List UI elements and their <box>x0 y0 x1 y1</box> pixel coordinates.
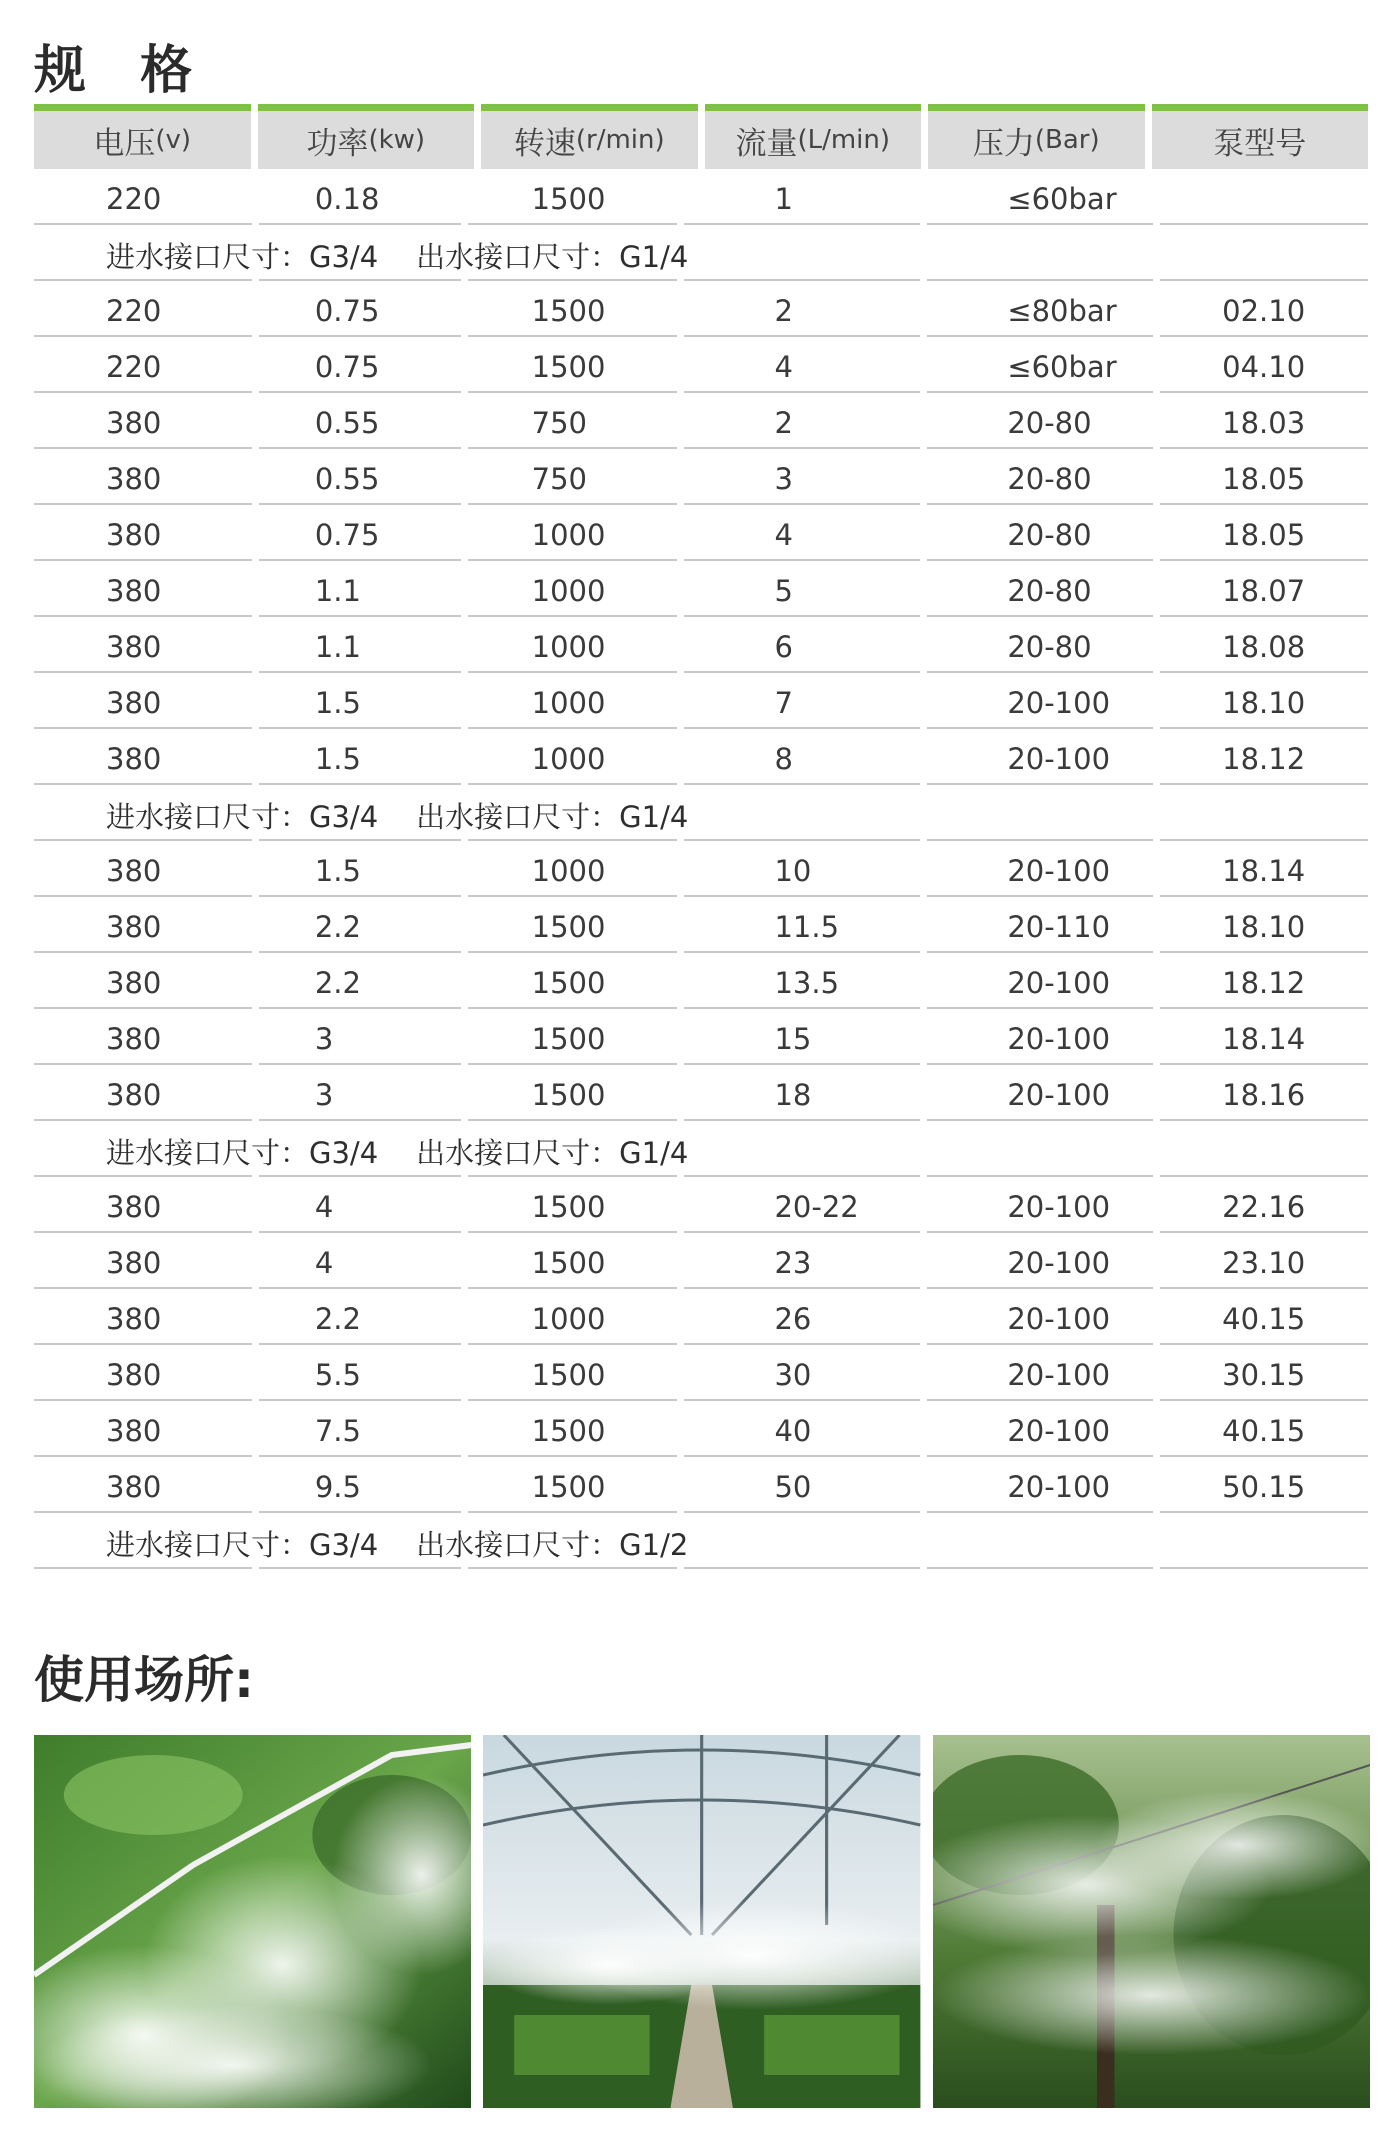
table-cell: 20-80 <box>927 393 1153 449</box>
table-cell: 23 <box>684 1233 920 1289</box>
spec-title: 规 格 <box>34 41 211 101</box>
table-cell: 50.15 <box>1160 1457 1368 1513</box>
table-cell: 1.5 <box>259 729 461 785</box>
outlet-size: 出水接口尺寸：G1/4 <box>416 800 689 834</box>
table-cell: 20-100 <box>927 1289 1153 1345</box>
table-cell: 2.2 <box>259 953 461 1009</box>
table-cell: 40 <box>684 1401 920 1457</box>
table-cell: 7 <box>684 673 920 729</box>
header-voltage: 电压 (v) <box>34 104 251 169</box>
table-cell: 18 <box>684 1065 920 1121</box>
table-row <box>34 1401 1368 1457</box>
table-cell <box>34 785 252 841</box>
table-row <box>34 841 1368 897</box>
table-cell: 0.55 <box>259 449 461 505</box>
table-cell: 20-100 <box>927 1065 1153 1121</box>
table-cell <box>927 785 1153 841</box>
table-cell: 1.1 <box>259 561 461 617</box>
table-cell: 750 <box>468 393 678 449</box>
usage-photos <box>34 1735 1370 2108</box>
table-cell: 23.10 <box>1160 1233 1368 1289</box>
table-cell: 4 <box>684 505 920 561</box>
table-cell <box>468 225 678 281</box>
table-cell: 1500 <box>468 281 678 337</box>
table-cell <box>259 225 461 281</box>
table-row <box>34 169 1368 225</box>
table-cell <box>259 1513 461 1569</box>
table-row <box>34 1177 1368 1233</box>
table-cell: 1000 <box>468 505 678 561</box>
table-cell: 380 <box>34 1345 252 1401</box>
table-row <box>34 1065 1368 1121</box>
table-row <box>34 337 1368 393</box>
table-cell: 1500 <box>468 1233 678 1289</box>
table-cell <box>259 785 461 841</box>
table-cell: 3 <box>684 449 920 505</box>
table-cell: ≤80bar <box>927 281 1153 337</box>
table-cell: 380 <box>34 897 252 953</box>
table-cell: 1.5 <box>259 841 461 897</box>
table-cell: 1000 <box>468 729 678 785</box>
greenhouse-photo <box>483 1735 920 2108</box>
table-cell: 1000 <box>468 841 678 897</box>
table-row <box>34 1345 1368 1401</box>
table-row <box>34 953 1368 1009</box>
table-cell: 13.5 <box>684 953 920 1009</box>
table-cell <box>259 1121 461 1177</box>
table-cell: 30.15 <box>1160 1345 1368 1401</box>
table-cell: 04.10 <box>1160 337 1368 393</box>
table-cell: 1500 <box>468 1345 678 1401</box>
table-cell: 20-100 <box>927 1345 1153 1401</box>
table-row <box>34 617 1368 673</box>
table-cell: 10 <box>684 841 920 897</box>
table-cell: 380 <box>34 1457 252 1513</box>
table-cell: 380 <box>34 1065 252 1121</box>
table-cell: 380 <box>34 505 252 561</box>
table-cell <box>1160 225 1368 281</box>
table-cell: 1500 <box>468 897 678 953</box>
table-cell: 380 <box>34 1401 252 1457</box>
inlet-size: 进水接口尺寸：G3/4 <box>106 1136 379 1170</box>
table-cell: 4 <box>259 1177 461 1233</box>
table-cell: 18.12 <box>1160 953 1368 1009</box>
table-cell: 2.2 <box>259 1289 461 1345</box>
table-cell: 18.10 <box>1160 673 1368 729</box>
table-cell: ≤60bar <box>927 169 1153 225</box>
table-cell: 2.2 <box>259 897 461 953</box>
table-cell: 380 <box>34 393 252 449</box>
table-cell: 20-80 <box>927 617 1153 673</box>
table-row <box>34 505 1368 561</box>
table-cell: 20-100 <box>927 1177 1153 1233</box>
table-cell: 2 <box>684 393 920 449</box>
table-cell: 20-80 <box>927 561 1153 617</box>
table-cell: 18.14 <box>1160 1009 1368 1065</box>
table-cell: 0.18 <box>259 169 461 225</box>
table-cell <box>468 1513 678 1569</box>
interface-note-row <box>34 225 1368 281</box>
outlet-size: 出水接口尺寸：G1/2 <box>416 1528 689 1562</box>
table-cell: 750 <box>468 449 678 505</box>
table-cell: 22.16 <box>1160 1177 1368 1233</box>
table-cell: 4 <box>259 1233 461 1289</box>
header-pressure: 压力 (Bar) <box>928 104 1145 169</box>
table-cell: 0.75 <box>259 281 461 337</box>
table-row <box>34 561 1368 617</box>
table-cell <box>468 1121 678 1177</box>
table-cell: 18.10 <box>1160 897 1368 953</box>
table-cell <box>468 785 678 841</box>
table-row <box>34 1457 1368 1513</box>
table-cell: 3 <box>259 1065 461 1121</box>
table-cell: 18.08 <box>1160 617 1368 673</box>
table-row <box>34 897 1368 953</box>
table-cell: 1 <box>684 169 920 225</box>
table-cell <box>927 225 1153 281</box>
table-cell <box>1160 169 1368 225</box>
table-cell: 0.75 <box>259 337 461 393</box>
table-cell: 20-80 <box>927 505 1153 561</box>
table-cell: 6 <box>684 617 920 673</box>
table-cell: 220 <box>34 169 252 225</box>
table-cell <box>684 1513 920 1569</box>
table-cell: 380 <box>34 729 252 785</box>
table-cell: 18.05 <box>1160 449 1368 505</box>
table-cell: 220 <box>34 281 252 337</box>
table-cell: 30 <box>684 1345 920 1401</box>
table-cell: 18.07 <box>1160 561 1368 617</box>
table-cell: 2 <box>684 281 920 337</box>
table-cell: 26 <box>684 1289 920 1345</box>
table-row <box>34 393 1368 449</box>
table-cell: 18.12 <box>1160 729 1368 785</box>
table-cell: 380 <box>34 449 252 505</box>
table-cell: 1500 <box>468 1401 678 1457</box>
table-cell: 1000 <box>468 673 678 729</box>
table-cell <box>1160 1121 1368 1177</box>
outlet-size: 出水接口尺寸：G1/4 <box>416 240 689 274</box>
table-cell <box>1160 785 1368 841</box>
table-cell: 18.16 <box>1160 1065 1368 1121</box>
table-cell: 380 <box>34 953 252 1009</box>
interface-note-row <box>34 1513 1368 1569</box>
table-cell: 380 <box>34 841 252 897</box>
table-cell <box>684 785 920 841</box>
table-cell: 11.5 <box>684 897 920 953</box>
table-cell: 380 <box>34 1177 252 1233</box>
table-cell: 5 <box>684 561 920 617</box>
table-row <box>34 673 1368 729</box>
table-row <box>34 449 1368 505</box>
table-cell: 20-80 <box>927 449 1153 505</box>
table-cell: 380 <box>34 561 252 617</box>
garden-mist-photo <box>933 1735 1370 2108</box>
table-cell: 20-100 <box>927 673 1153 729</box>
table-cell: 20-100 <box>927 1401 1153 1457</box>
table-cell: 9.5 <box>259 1457 461 1513</box>
inlet-size: 进水接口尺寸：G3/4 <box>106 1528 379 1562</box>
table-cell: 380 <box>34 617 252 673</box>
table-cell: 1500 <box>468 1457 678 1513</box>
table-cell: 1500 <box>468 953 678 1009</box>
table-cell: 1500 <box>468 337 678 393</box>
table-cell: 20-100 <box>927 953 1153 1009</box>
table-cell: 1000 <box>468 617 678 673</box>
table-cell: 7.5 <box>259 1401 461 1457</box>
table-cell: 18.14 <box>1160 841 1368 897</box>
table-cell: 20-100 <box>927 1233 1153 1289</box>
interface-note-row <box>34 785 1368 841</box>
table-cell <box>684 1121 920 1177</box>
spec-table <box>34 104 1368 1569</box>
table-cell <box>1160 1513 1368 1569</box>
table-cell: 1000 <box>468 561 678 617</box>
table-cell: 1.1 <box>259 617 461 673</box>
table-row <box>34 1009 1368 1065</box>
table-body <box>34 169 1368 1569</box>
table-cell: 20-100 <box>927 841 1153 897</box>
misting-nozzles-photo <box>34 1735 471 2108</box>
table-cell: 380 <box>34 1009 252 1065</box>
table-cell: 220 <box>34 337 252 393</box>
table-cell: 1500 <box>468 1065 678 1121</box>
table-cell <box>927 1121 1153 1177</box>
table-cell: 3 <box>259 1009 461 1065</box>
usage-title: 使用场所: <box>34 1651 254 1709</box>
table-cell <box>34 1513 252 1569</box>
table-cell <box>927 1513 1153 1569</box>
table-row <box>34 281 1368 337</box>
table-cell: 02.10 <box>1160 281 1368 337</box>
table-row <box>34 1289 1368 1345</box>
outlet-size: 出水接口尺寸：G1/4 <box>416 1136 689 1170</box>
header-power: 功率 (kw) <box>258 104 475 169</box>
table-cell: 1500 <box>468 1177 678 1233</box>
inlet-size: 进水接口尺寸：G3/4 <box>106 800 379 834</box>
table-cell: 18.03 <box>1160 393 1368 449</box>
header-speed: 转速 (r/min) <box>481 104 698 169</box>
table-cell: 1000 <box>468 1289 678 1345</box>
table-cell: 1500 <box>468 169 678 225</box>
table-cell: 15 <box>684 1009 920 1065</box>
table-header <box>34 104 1368 169</box>
table-cell: 20-22 <box>684 1177 920 1233</box>
table-cell: 20-100 <box>927 1009 1153 1065</box>
inlet-size: 进水接口尺寸：G3/4 <box>106 240 379 274</box>
table-cell: ≤60bar <box>927 337 1153 393</box>
table-cell: 20-100 <box>927 1457 1153 1513</box>
table-cell: 1500 <box>468 1009 678 1065</box>
table-cell <box>684 225 920 281</box>
table-row <box>34 729 1368 785</box>
table-cell: 50 <box>684 1457 920 1513</box>
table-cell: 380 <box>34 673 252 729</box>
table-cell <box>34 1121 252 1177</box>
table-cell: 4 <box>684 337 920 393</box>
table-row <box>34 1233 1368 1289</box>
table-cell: 40.15 <box>1160 1289 1368 1345</box>
table-cell: 18.05 <box>1160 505 1368 561</box>
table-cell <box>34 225 252 281</box>
interface-note-row <box>34 1121 1368 1177</box>
table-cell: 0.75 <box>259 505 461 561</box>
header-flow: 流量 (L/min) <box>705 104 922 169</box>
table-cell: 5.5 <box>259 1345 461 1401</box>
table-cell: 20-100 <box>927 729 1153 785</box>
table-cell: 20-110 <box>927 897 1153 953</box>
table-cell: 1.5 <box>259 673 461 729</box>
table-cell: 380 <box>34 1289 252 1345</box>
table-cell: 380 <box>34 1233 252 1289</box>
table-cell: 8 <box>684 729 920 785</box>
table-cell: 0.55 <box>259 393 461 449</box>
header-pump-model: 泵型号 <box>1152 104 1369 169</box>
table-cell: 40.15 <box>1160 1401 1368 1457</box>
